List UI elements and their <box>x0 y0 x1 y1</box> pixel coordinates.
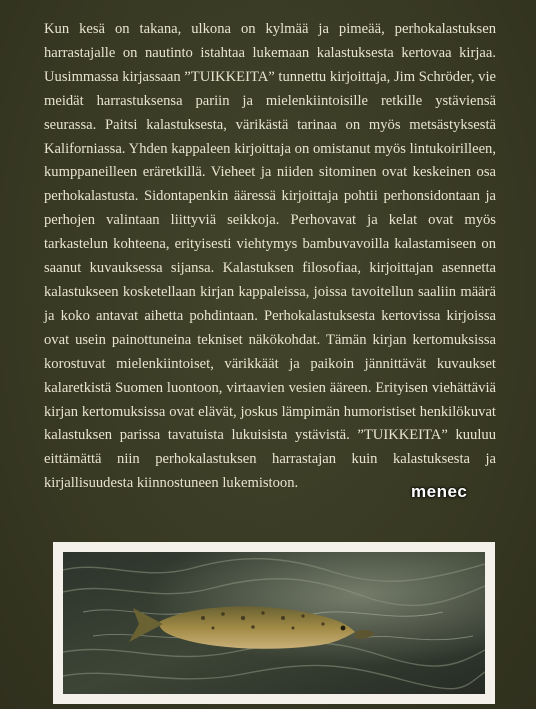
watermark-logo: menec <box>411 482 468 501</box>
photo-frame <box>53 542 495 704</box>
trout-in-water-photo-icon <box>63 552 485 694</box>
back-cover-blurb: Kun kesä on takana, ulkona on kylmää ja pimeää, perhokalastuksen harrastajalle on nautinto istahtaa lukemaan kalastuksesta kertovaa kirjaa. Uusimmassa kirjassaan ”TUIKKEITA” tunnettu kirjoittaja, Jim Schröder, vie meidät harrastuksensa pariin ja mielenkiintoisille retkille ystäviensä seurassa. Paitsi kalastuksesta, värikästä tarinaa on myös metsästyksestä Kaliforniassa. Yhden kappaleen kirjoittaja on omistanut myös lintukoirilleen, kumppaneilleen eräretkillä. Vieheet ja niiden sitominen ovat keskeinen osa perhokalastusta. Sidontapenkin ääressä kirjoittaja pohtii perhonsidontaan ja perhojen valintaan liittyviä seikkoja. Perhovavat ja kelat ovat myös tarkastelun kohteena, erityisesti viehtymys bambuvavoilla kalastamiseen on saanut kuvauksessa sijansa. Kalastuksen filosofiaa, kirjoittajan asennetta kalastukseen kosketellaan kirjan kappaleissa, joissa tavoitellun saaliin määrä ja koko antavat aihetta pohdintaan. Perhokalastuksesta kertovissa kirjoissa ovat usein painottuneina tekniset näkökohdat. Tämän kirjan kertomuksissa korostuvat mielenkiintoiset, värikkäät ja paikoin jännittävät kuvaukset kalaretkistä Suomen luontoon, virtaavien vesien ääreen. Erityisen viehättäviä kirjan kertomuksissa ovat elävät, joskus lämpimän humoristiset henkilökuvat kalastuksen parissa tavatuista lukuisista ystävistä. ”TUIKKEITA” kuuluu eittämättä niin perhokalastuksen harrastajan kuin kalastuksesta ja kirjallisuudesta kiinnostuneen lukemistoon. <box>44 21 496 492</box>
